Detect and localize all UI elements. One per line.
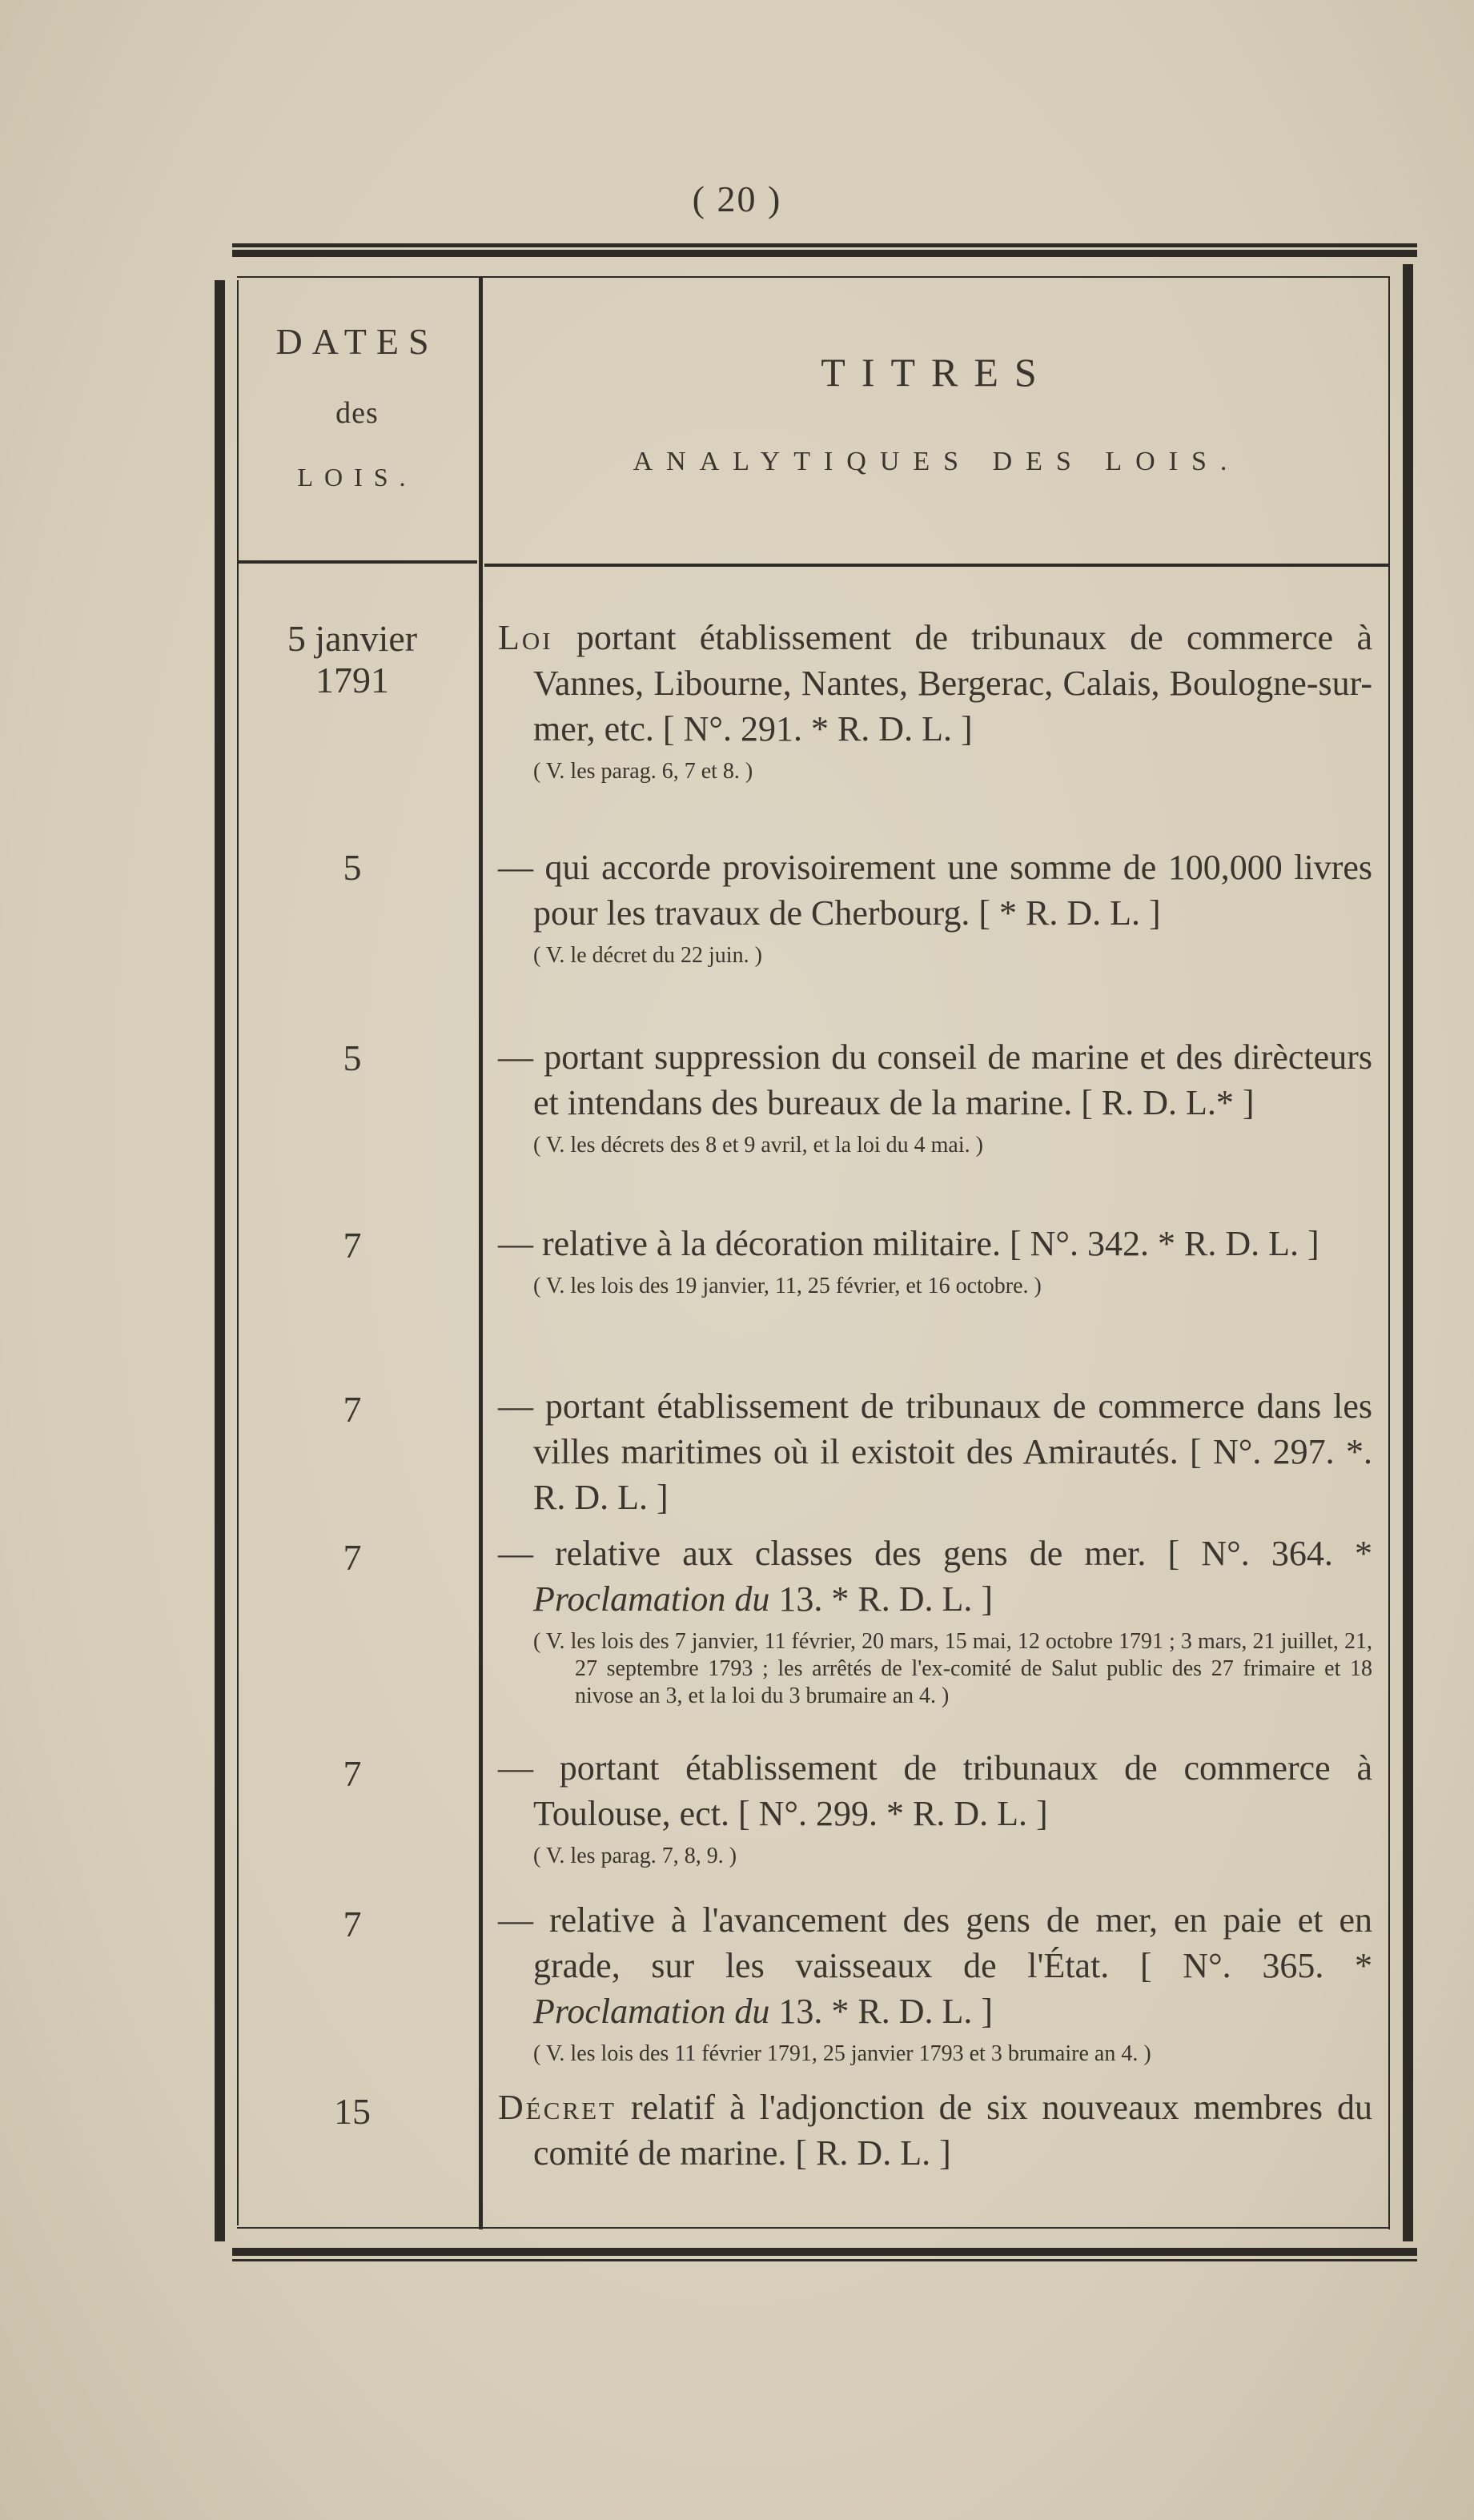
entry: Décret relatif à l'adjonction de six nouveaux membres du comité de marine. [ R. D. L. ] [498, 2088, 1372, 2173]
table-left-border [215, 280, 225, 2241]
bottom-rule-thick [232, 2248, 1417, 2256]
entry: — relative à l'avancement des gens de mer, en paie et en grade, sur les vaisseaux de l'État. [ N°. 365. * Proclamation du 13. * R. D. L. ] ( V. les lois des 11 février 1791, 25 janvier 1793 et 3 brumaire an 4. ) [498, 1900, 1372, 2066]
entry-date: 7 [343, 1389, 362, 1430]
header-bottom-rule-right [484, 564, 1389, 567]
column-divider [479, 276, 483, 2229]
header-des: des [335, 396, 379, 430]
entry-date: 7 [343, 1537, 362, 1578]
entry: — qui accorde provisoirement une somme de 100,000 livres pour les travaux de Cherbourg. [ * R. D. L. ] ( V. le décret du 22 juin. ) [498, 848, 1372, 968]
top-rule [232, 243, 1417, 247]
header-analytiques: ANALYTIQUES DES LOIS. [633, 447, 1241, 476]
entry: — portant suppression du conseil de marine et des dirècteurs et intendans des bureaux de la marine. [ R. D. L.* ] ( V. les décrets des 8 et 9 avril, et la loi du 4 mai. ) [498, 1037, 1372, 1158]
page-number: ( 20 ) [692, 179, 782, 219]
table-right-border [1403, 264, 1413, 2241]
entry-date: 7 [343, 1904, 362, 1944]
entry: Loi portant établissement de tribunaux de commerce à Vannes, Libourne, Nantes, Bergerac, Calais, Boulogne-sur-mer, etc. [ N°. 291. * R. D. L. ] ( V. les parag. 6, 7 et 8. ) [498, 618, 1372, 784]
table-right-inner-border [1388, 276, 1390, 2229]
entry-date: 7 [343, 1753, 362, 1794]
header-lois: LOIS. [297, 463, 417, 492]
header-bottom-rule [237, 560, 477, 564]
table-bottom-rule [237, 2227, 1390, 2229]
entry-date: 5 janvier 1791 [287, 618, 418, 700]
entry: — relative aux classes des gens de mer. [ N°. 364. * Proclamation du 13. * R. D. L. ] ( V. les lois des 7 janvier, 11 février, 20 mars, 15 mai, 12 octobre 1791 ; 3 mars, 21 juillet, 21, 27 septembre 1793 ; les arrêtés de l'ex-comité de Salut public des 27 frimaire et 18 nivose an 3, et la loi du 3 brumaire an 4. ) [498, 1534, 1372, 1708]
entry-date: 5 [343, 847, 362, 888]
entry: — portant établissement de tribunaux de commerce à Toulouse, ect. [ N°. 299. * R. D. L. ] ( V. les parag. 7, 8, 9. ) [498, 1748, 1372, 1868]
entry-date: 15 [334, 2091, 371, 2132]
header-dates: DATES [275, 321, 439, 362]
bottom-rule [232, 2259, 1417, 2261]
entry: — relative à la décoration militaire. [ N°. 342. * R. D. L. ] ( V. les lois des 19 janvier, 11, 25 février, et 16 octobre. ) [498, 1224, 1319, 1298]
entry: — portant établissement de tribunaux de commerce dans les villes maritimes où il existoit des Amirautés. [ N°. 297. *. R. D. L. ] [498, 1386, 1372, 1517]
header-top-rule [237, 276, 1390, 278]
top-rule-thick [232, 250, 1417, 257]
entry-date: 7 [343, 1225, 362, 1266]
header-titres: TITRES [821, 350, 1053, 395]
entry-date: 5 [343, 1037, 362, 1078]
